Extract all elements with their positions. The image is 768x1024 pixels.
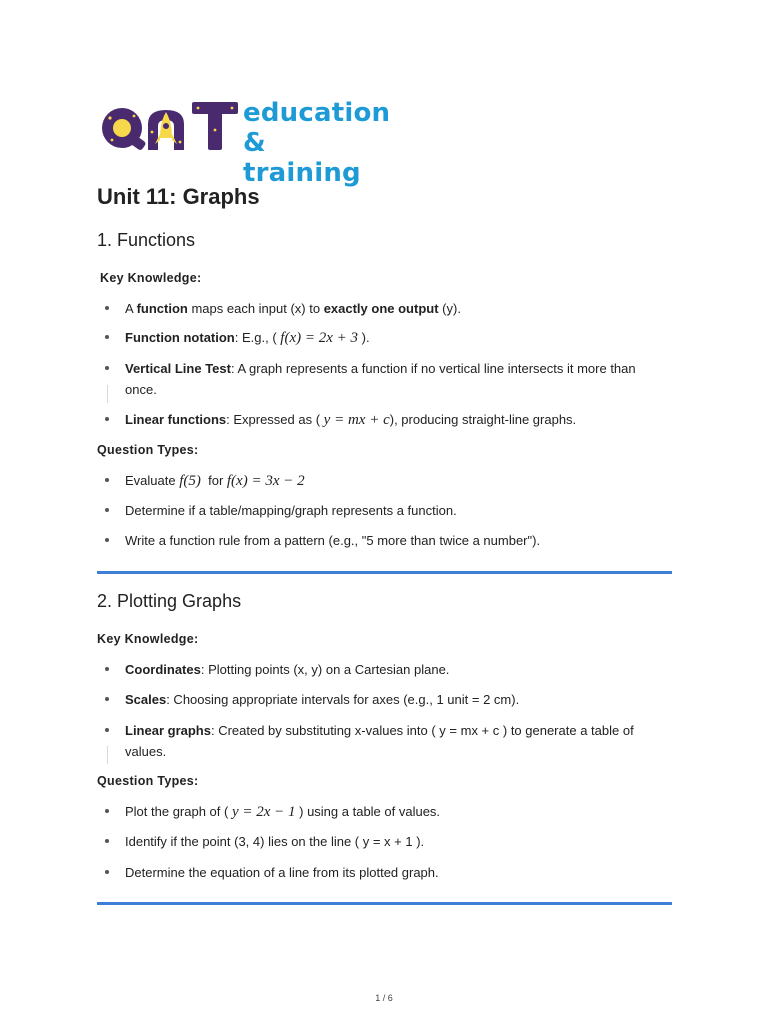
list-item: Evaluate f(5) for f(x) = 3x − 2 <box>125 470 670 492</box>
logo-word-training: & training <box>243 128 361 188</box>
section-heading-functions: 1. Functions <box>97 230 196 250</box>
list-item: Write a function rule from a pattern (e.g., "5 more than twice a number"). <box>125 530 670 551</box>
list-item: Determine if a table/mapping/graph represents a function. <box>125 500 670 521</box>
list-item: Linear graphs: Created by substituting x-values into ( y = mx + c ) to generate a table of values. <box>125 720 665 762</box>
qnt-logo-mark <box>100 98 240 160</box>
question-types-label: Question Types: <box>97 443 199 457</box>
list-item: A function maps each input (x) to exactly one output (y). <box>125 298 670 319</box>
page-title: Unit 11: Graphs <box>97 184 260 209</box>
page-number: 1 / 6 <box>375 993 393 1003</box>
quote-bar <box>107 746 108 764</box>
list-item: Identify if the point (3, 4) lies on the line ( y = x + 1 ). <box>125 831 670 852</box>
key-knowledge-label: Key Knowledge: <box>97 632 199 646</box>
list-item: Scales: Choosing appropriate intervals for axes (e.g., 1 unit = 2 cm). <box>125 689 670 710</box>
qnt-logo <box>100 98 391 188</box>
list-item: Function notation: E.g., ( f(x) = 2x + 3 ). <box>125 327 670 349</box>
list-item: Plot the graph of ( y = 2x − 1 ) using a table of values. <box>125 801 670 823</box>
list-item: Determine the equation of a line from its plotted graph. <box>125 862 670 883</box>
logo-word-education: education <box>243 98 391 128</box>
quote-bar <box>107 385 108 403</box>
key-knowledge-label: Key Knowledge: <box>100 271 202 285</box>
section-heading-plotting-graphs: 2. Plotting Graphs <box>97 591 242 611</box>
list-item: Coordinates: Plotting points (x, y) on a Cartesian plane. <box>125 659 670 680</box>
list-item: Linear functions: Expressed as ( y = mx + c), producing straight-line graphs. <box>125 409 670 431</box>
list-item: Vertical Line Test: A graph represents a function if no vertical line intersects it more than once. <box>125 358 665 400</box>
question-types-label: Question Types: <box>97 774 199 788</box>
section-divider <box>97 902 672 905</box>
section-divider <box>97 571 672 574</box>
